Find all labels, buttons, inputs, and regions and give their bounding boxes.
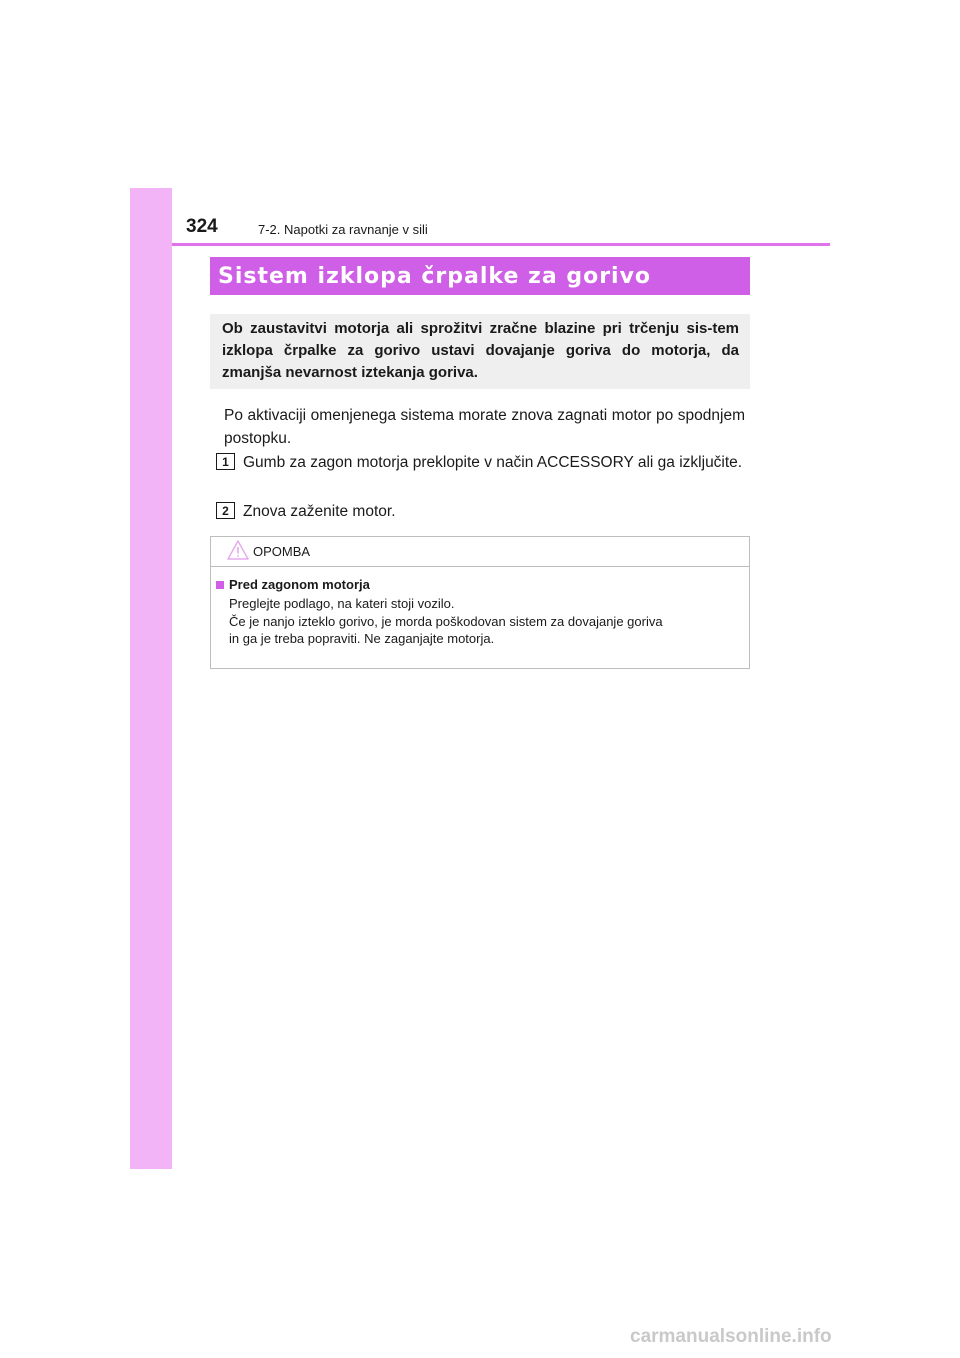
- note-box: [210, 536, 750, 669]
- step-text: Znova zaženite motor.: [243, 503, 396, 520]
- watermark: carmanualsonline.info: [630, 1326, 832, 1347]
- note-line: in ga je treba popraviti. Ne zaganjajte motorja.: [229, 631, 495, 646]
- step-1: [216, 451, 745, 474]
- step-text: Gumb za zagon motorja preklopite v način ACCESSORY ali ga izključite.: [243, 454, 743, 471]
- step-2: [216, 500, 745, 523]
- step-number-badge: 2: [216, 502, 235, 519]
- warning-triangle-icon: [227, 540, 249, 560]
- header-rule: [172, 243, 830, 246]
- note-line: Preglejte podlago, na kateri stoji vozilo.: [229, 596, 455, 611]
- square-bullet-icon: [216, 581, 224, 589]
- body-paragraph: Po aktivaciji omenjenega sistema morate znova zagnati motor po spodnjem postopku.: [224, 407, 745, 447]
- note-line: Če je nanjo izteklo gorivo, je morda poškodovan sistem za dovajanje goriva: [229, 613, 663, 629]
- note-subheading-text: Pred zagonom motorja: [229, 577, 370, 592]
- intro-box: [210, 314, 750, 389]
- note-text: [229, 595, 739, 648]
- section-header: [210, 257, 750, 295]
- note-body: [211, 567, 749, 648]
- note-header: [211, 537, 749, 567]
- page-number: 324: [186, 216, 218, 237]
- section-title: Sistem izklopa črpalke za gorivo: [218, 263, 652, 289]
- step-number-badge: 1: [216, 453, 235, 470]
- chapter-title: 7-2. Napotki za ravnanje v sili: [258, 222, 428, 237]
- note-subheading: [216, 577, 739, 592]
- side-tab: [130, 188, 172, 1169]
- note-label: OPOMBA: [253, 544, 311, 559]
- intro-text: Ob zaustavitvi motorja ali sprožitvi zračne blazine pri trčenju sis-tem izklopa črpalke za gorivo ustavi dovajanje goriva do motorja, da zmanjša nevarnost iztekanja goriva.: [222, 320, 739, 381]
